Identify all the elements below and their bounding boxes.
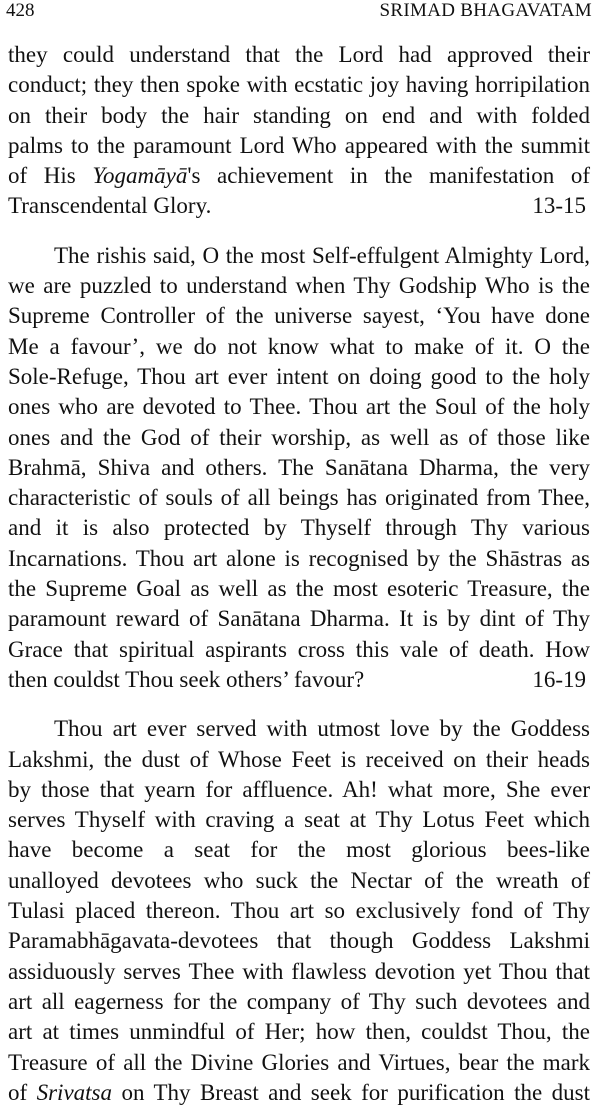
paragraph-continuing [8, 714, 590, 1108]
text-line: Paramabhāgavata-devotees that though Goddess Lakshmi [8, 928, 590, 954]
text-fragment: 's achievement in the manifestation of [187, 163, 590, 189]
italic-term: Yogamāyā [92, 163, 188, 189]
text-line [8, 161, 590, 191]
text-line: ones who are devoted to Thee. Thou art the Soul of the holy [8, 394, 590, 420]
text-line: Treasure of all the Divine Glories and Virtues, bear the mark [8, 1049, 590, 1075]
text-line: unalloyed devotees who suck the Nectar of the wreath of [8, 867, 590, 893]
text-line: art at times unmindful of Her; how then, couldst Thou, the [8, 1019, 590, 1045]
text-line: have become a seat for the most glorious bees-like [8, 837, 590, 863]
text-fragment: Transcendental Glory. [8, 193, 212, 219]
text-fragment: on Thy Breast and seek for purification the dust [112, 1079, 590, 1105]
text-line: and it is also protected by Thyself through Thy various [8, 515, 590, 541]
verse-reference: 13-15 [532, 193, 586, 219]
text-line: art all eagerness for the company of Thy such devotees and [8, 988, 590, 1014]
text-line: Incarnations. Thou art alone is recognised by the Shāstras as [8, 545, 590, 571]
paragraph-verses-16-19 [8, 241, 590, 695]
text-line: the Supreme Goal as well as the most esoteric Treasure, the [8, 576, 590, 602]
text-line [8, 1078, 590, 1108]
running-title: SRIMAD BHAGAVATAM [379, 0, 592, 21]
text-line-with-reference [8, 191, 590, 221]
text-line: we are puzzled to understand when Thy Godship Who is the [8, 273, 590, 299]
text-line: by those that yearn for affluence. Ah! what more, She ever [8, 776, 590, 802]
text-line: assiduously serves Thee with flawless devotion yet Thou that [8, 958, 590, 984]
text-line: serves Thyself with craving a seat at Thy Lotus Feet which [8, 807, 590, 833]
body-text [8, 40, 590, 1108]
text-line: characteristic of souls of all beings has originated from Thee, [8, 485, 590, 511]
page-number: 428 [6, 0, 35, 21]
paragraph-verses-13-15 [8, 40, 590, 222]
text-line: The rishis said, O the most Self-effulgent Almighty Lord, [54, 242, 590, 268]
running-head [6, 0, 592, 26]
text-fragment: of [8, 1079, 37, 1105]
verse-reference: 16-19 [532, 666, 586, 692]
text-line: Me a favour’, we do not know what to make of it. O the [8, 333, 590, 359]
text-line: Brahmā, Shiva and others. The Sanātana Dharma, the very [8, 454, 590, 480]
text-line-with-reference [8, 665, 590, 695]
text-line: ones and the God of their worship, as well as of those like [8, 424, 590, 450]
text-fragment: then couldst Thou seek others’ favour? [8, 666, 365, 692]
text-line: paramount reward of Sanātana Dharma. It is by dint of Thy [8, 606, 590, 632]
text-line: Sole-Refuge, Thou art ever intent on doing good to the holy [8, 363, 590, 389]
text-line: they could understand that the Lord had approved their [8, 42, 590, 67]
text-line: Grace that spiritual aspirants cross this vale of death. How [8, 636, 590, 662]
text-line: conduct; they then spoke with ecstatic joy having horripilation [8, 72, 590, 98]
text-fragment: of His [8, 163, 93, 189]
text-line: Thou art ever served with utmost love by the Goddess [54, 716, 590, 742]
italic-term: Srivatsa [36, 1079, 112, 1105]
text-line: Tulasi placed thereon. Thou art so exclusively fond of Thy [8, 898, 590, 924]
text-line: palms to the paramount Lord Who appeared with the summit [8, 132, 590, 158]
text-line: Lakshmi, the dust of Whose Feet is received on their heads [8, 746, 590, 772]
text-line: on their body the hair standing on end and with folded [8, 102, 590, 128]
text-line: Supreme Controller of the universe sayest, ‘You have done [8, 303, 590, 329]
